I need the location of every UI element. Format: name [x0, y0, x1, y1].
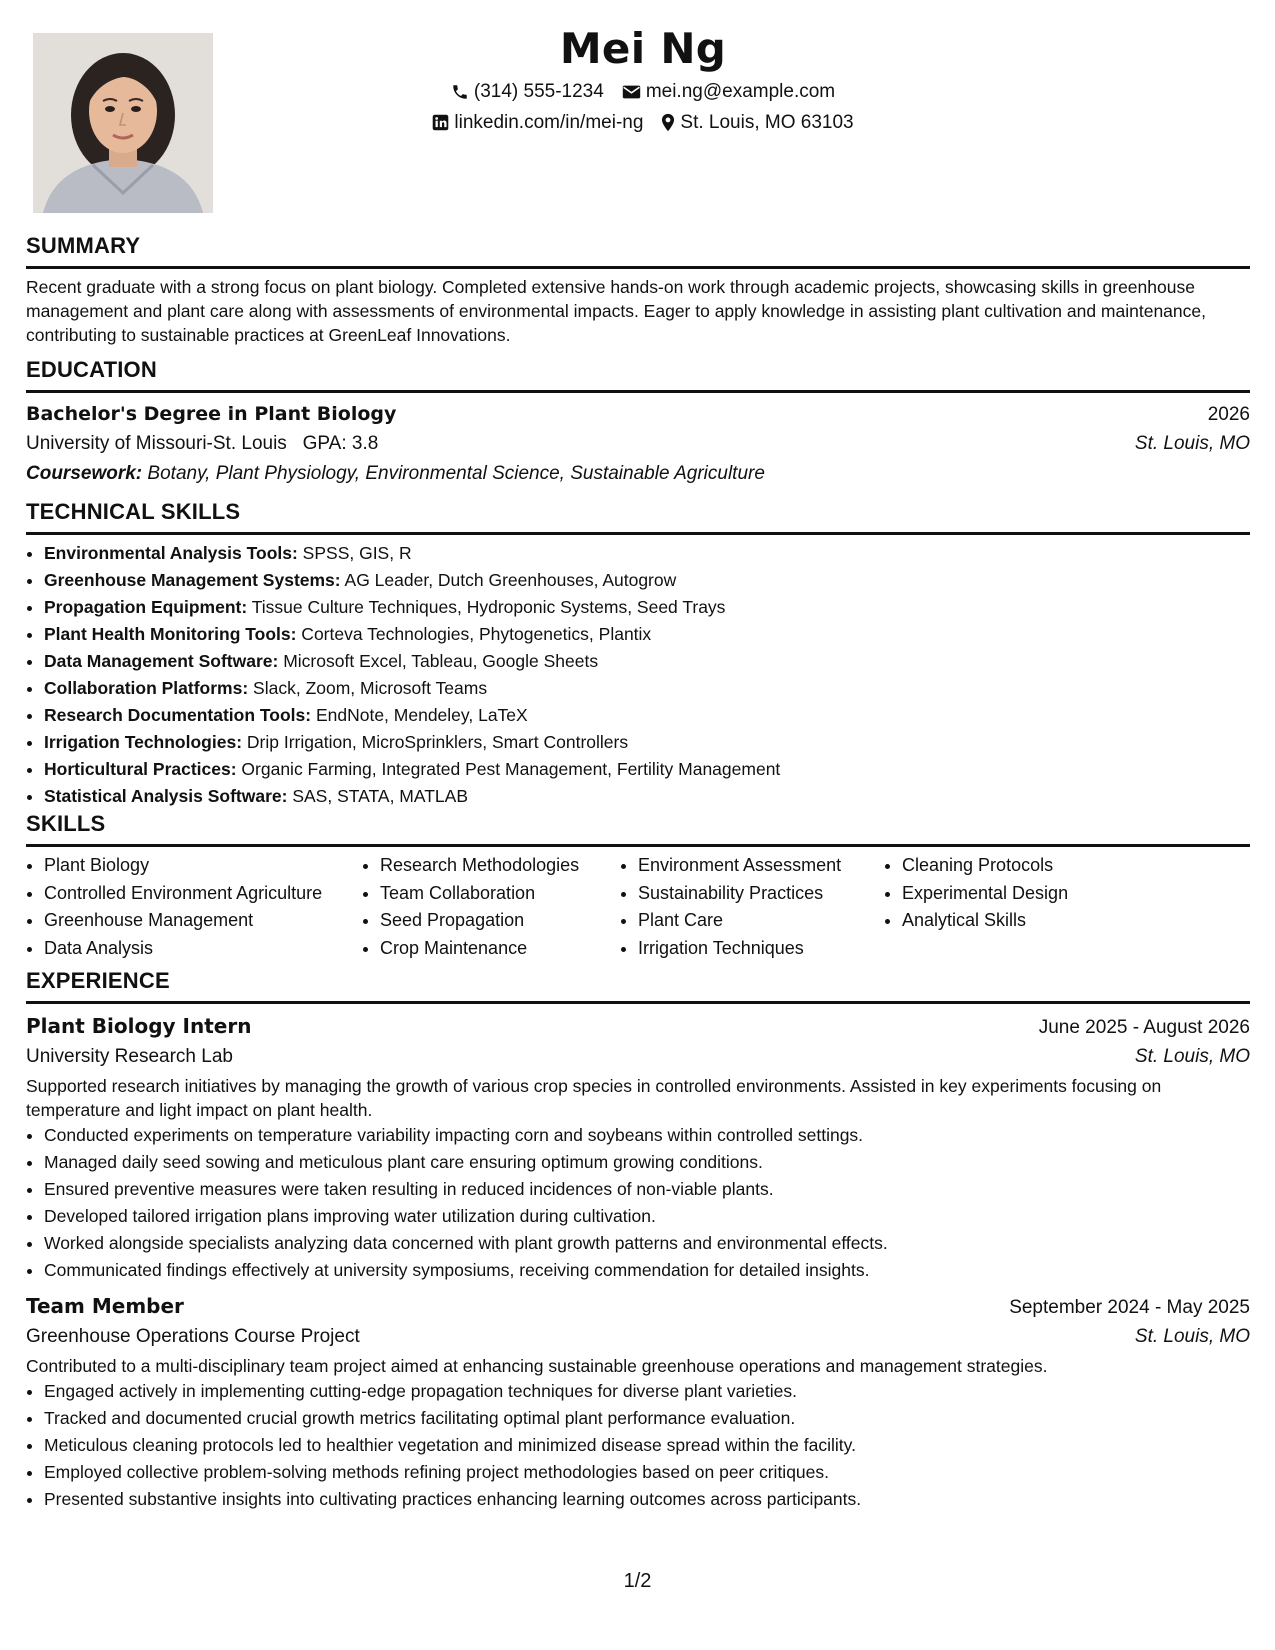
list-item: • Meticulous cleaning protocols led to healthier vegetation and minimized disease spread within the facility. [44, 1432, 1250, 1459]
skill-values: SAS, STATA, MATLAB [287, 786, 469, 806]
map-pin-icon [661, 113, 675, 132]
list-item: • Sustainability Practices [638, 880, 884, 908]
list-item [44, 594, 1250, 621]
degree-title: Bachelor's Degree in Plant Biology [26, 403, 397, 425]
list-item: • Cleaning Protocols [902, 852, 1142, 880]
job-bullets [26, 1122, 1250, 1284]
section-divider [26, 266, 1250, 269]
header [233, 22, 1053, 138]
job-bullets [26, 1378, 1250, 1513]
skill-category: Propagation Equipment: [44, 597, 248, 617]
list-item: • Employed collective problem-solving methods refining project methodologies based on peer critiques. [44, 1459, 1250, 1486]
profile-photo [33, 33, 213, 213]
list-item [44, 540, 1250, 567]
skill-category: Plant Health Monitoring Tools: [44, 624, 297, 644]
technical-skills-section [26, 498, 1250, 810]
technical-skills-heading: TECHNICAL SKILLS [26, 499, 241, 524]
job-location: St. Louis, MO [1134, 1326, 1250, 1347]
skill-values: Microsoft Excel, Tableau, Google Sheets [278, 651, 599, 671]
summary-heading: SUMMARY [26, 233, 141, 258]
candidate-name: Mei Ng [559, 24, 727, 73]
list-item: • Data Analysis [44, 935, 362, 963]
job-entry [26, 1290, 1250, 1513]
list-item: • Presented substantive insights into cultivating practices enhancing learning outcomes across participants. [44, 1486, 1250, 1513]
summary-text: Recent graduate with a strong focus on plant biology. Completed extensive hands-on work through academic projects, showcasing skills in greenhouse management and plant care along with assessments of environmental impacts. Eager to apply knowledge in assisting plant cultivation and maintenance, contributing to sustainable practices at GreenLeaf Innovations. [26, 277, 1206, 345]
list-item: • Conducted experiments on temperature variability impacting corn and soybeans within controlled settings. [44, 1122, 1250, 1149]
linkedin-text[interactable]: linkedin.com/in/mei-ng [454, 112, 644, 133]
list-item: • Plant Biology [44, 852, 362, 880]
list-item: • Developed tailored irrigation plans improving water utilization during cultivation. [44, 1203, 1250, 1230]
summary-section [26, 232, 1250, 347]
list-item: • Research Methodologies [380, 852, 620, 880]
list-item: • Team Collaboration [380, 880, 620, 908]
coursework-list: Botany, Plant Physiology, Environmental Science, Sustainable Agriculture [142, 463, 765, 484]
experience-heading: EXPERIENCE [26, 968, 170, 993]
skill-category: Collaboration Platforms: [44, 678, 249, 698]
experience-section [26, 967, 1250, 1513]
location-text: St. Louis, MO 63103 [680, 112, 854, 133]
list-item [44, 648, 1250, 675]
linkedin-contact[interactable] [432, 107, 643, 138]
education-school-row [26, 429, 1250, 459]
skill-values: Drip Irrigation, MicroSprinklers, Smart Controllers [242, 732, 629, 752]
list-item [44, 783, 1250, 810]
page-number: 1/2 [623, 1570, 652, 1592]
school-location: St. Louis, MO [1134, 433, 1250, 454]
job-title-row [26, 1290, 1250, 1322]
job-dates: September 2024 - May 2025 [1009, 1297, 1250, 1318]
list-item: • Worked alongside specialists analyzing data concerned with plant growth patterns and environmental effects. [44, 1230, 1250, 1257]
skills-heading: SKILLS [26, 811, 106, 836]
school-name: University of Missouri-St. Louis GPA: 3.8 [26, 433, 379, 454]
skill-values: Tissue Culture Techniques, Hydroponic Systems, Seed Trays [247, 597, 726, 617]
list-item: • Communicated findings effectively at university symposiums, receiving commendation for detailed insights. [44, 1257, 1250, 1284]
list-item: • Ensured preventive measures were taken resulting in reduced incidences of non-viable plants. [44, 1176, 1250, 1203]
skill-values: Corteva Technologies, Phytogenetics, Plantix [296, 624, 652, 644]
job-title: Team Member [26, 1294, 184, 1318]
technical-skills-list [26, 540, 1250, 810]
skill-category: Environmental Analysis Tools: [44, 543, 298, 563]
job-summary: Supported research initiatives by managing the growth of various crop species in controlled environments. Assisted in key experiments focusing on temperature and light impact on plant health. [26, 1076, 1162, 1120]
coursework-label: Coursework: [26, 463, 143, 484]
skills-column-2 [362, 852, 620, 962]
skill-values: Organic Farming, Integrated Pest Management, Fertility Management [236, 759, 781, 779]
list-item: • Greenhouse Management [44, 907, 362, 935]
phone-text: (314) 555-1234 [473, 81, 604, 102]
email-text[interactable]: mei.ng@example.com [645, 81, 836, 102]
section-divider [26, 390, 1250, 393]
list-item [44, 675, 1250, 702]
skill-category: Research Documentation Tools: [44, 705, 312, 725]
job-dates: June 2025 - August 2026 [1038, 1017, 1250, 1038]
graduation-year: 2026 [1207, 404, 1250, 425]
contact-line-2 [233, 107, 1053, 138]
education-section [26, 356, 1250, 489]
location-contact [661, 107, 853, 138]
job-organization: Greenhouse Operations Course Project [26, 1326, 360, 1347]
skill-category: Statistical Analysis Software: [44, 786, 288, 806]
list-item [44, 756, 1250, 783]
list-item: • Seed Propagation [380, 907, 620, 935]
skill-values: Slack, Zoom, Microsoft Teams [248, 678, 488, 698]
email-contact[interactable] [622, 76, 835, 107]
list-item [44, 729, 1250, 756]
education-degree-row [26, 399, 1250, 429]
list-item: • Irrigation Techniques [638, 935, 884, 963]
section-divider [26, 1001, 1250, 1004]
list-item: • Plant Care [638, 907, 884, 935]
skills-section [26, 810, 1250, 962]
skill-values: AG Leader, Dutch Greenhouses, Autogrow [340, 570, 677, 590]
linkedin-icon [432, 114, 449, 131]
list-item: • Experimental Design [902, 880, 1142, 908]
job-org-row [26, 1042, 1250, 1072]
skills-grid [26, 852, 1250, 962]
list-item: • Controlled Environment Agriculture [44, 880, 362, 908]
phone-contact [451, 76, 604, 107]
job-title: Plant Biology Intern [26, 1014, 252, 1038]
job-entry [26, 1010, 1250, 1284]
section-divider [26, 532, 1250, 535]
list-item: • Environment Assessment [638, 852, 884, 880]
list-item [44, 702, 1250, 729]
job-organization: University Research Lab [26, 1046, 233, 1067]
job-location: St. Louis, MO [1134, 1046, 1250, 1067]
contact-line-1 [233, 76, 1053, 107]
job-summary: Contributed to a multi-disciplinary team project aimed at enhancing sustainable greenhouse operations and management strategies. [26, 1356, 1048, 1376]
list-item: • Analytical Skills [902, 907, 1142, 935]
list-item: • Engaged actively in implementing cutting-edge propagation techniques for diverse plant varieties. [44, 1378, 1250, 1405]
education-heading: EDUCATION [26, 357, 157, 382]
list-item: • Tracked and documented crucial growth metrics facilitating optimal plant performance evaluation. [44, 1405, 1250, 1432]
envelope-icon [622, 84, 641, 100]
coursework-line [26, 459, 1250, 489]
job-org-row [26, 1322, 1250, 1352]
skills-column-3 [620, 852, 884, 962]
skill-category: Greenhouse Management Systems: [44, 570, 341, 590]
list-item [44, 567, 1250, 594]
portrait-image [33, 33, 213, 213]
list-item: • Managed daily seed sowing and meticulous plant care ensuring optimum growing conditions. [44, 1149, 1250, 1176]
skills-column-4 [884, 852, 1142, 962]
job-title-row [26, 1010, 1250, 1042]
skill-category: Data Management Software: [44, 651, 279, 671]
section-divider [26, 844, 1250, 847]
phone-icon [451, 83, 469, 101]
skill-category: Irrigation Technologies: [44, 732, 243, 752]
skill-values: EndNote, Mendeley, LaTeX [311, 705, 528, 725]
skill-values: SPSS, GIS, R [297, 543, 412, 563]
skill-category: Horticultural Practices: [44, 759, 237, 779]
list-item: • Crop Maintenance [380, 935, 620, 963]
list-item [44, 621, 1250, 648]
skills-column-1 [26, 852, 362, 962]
